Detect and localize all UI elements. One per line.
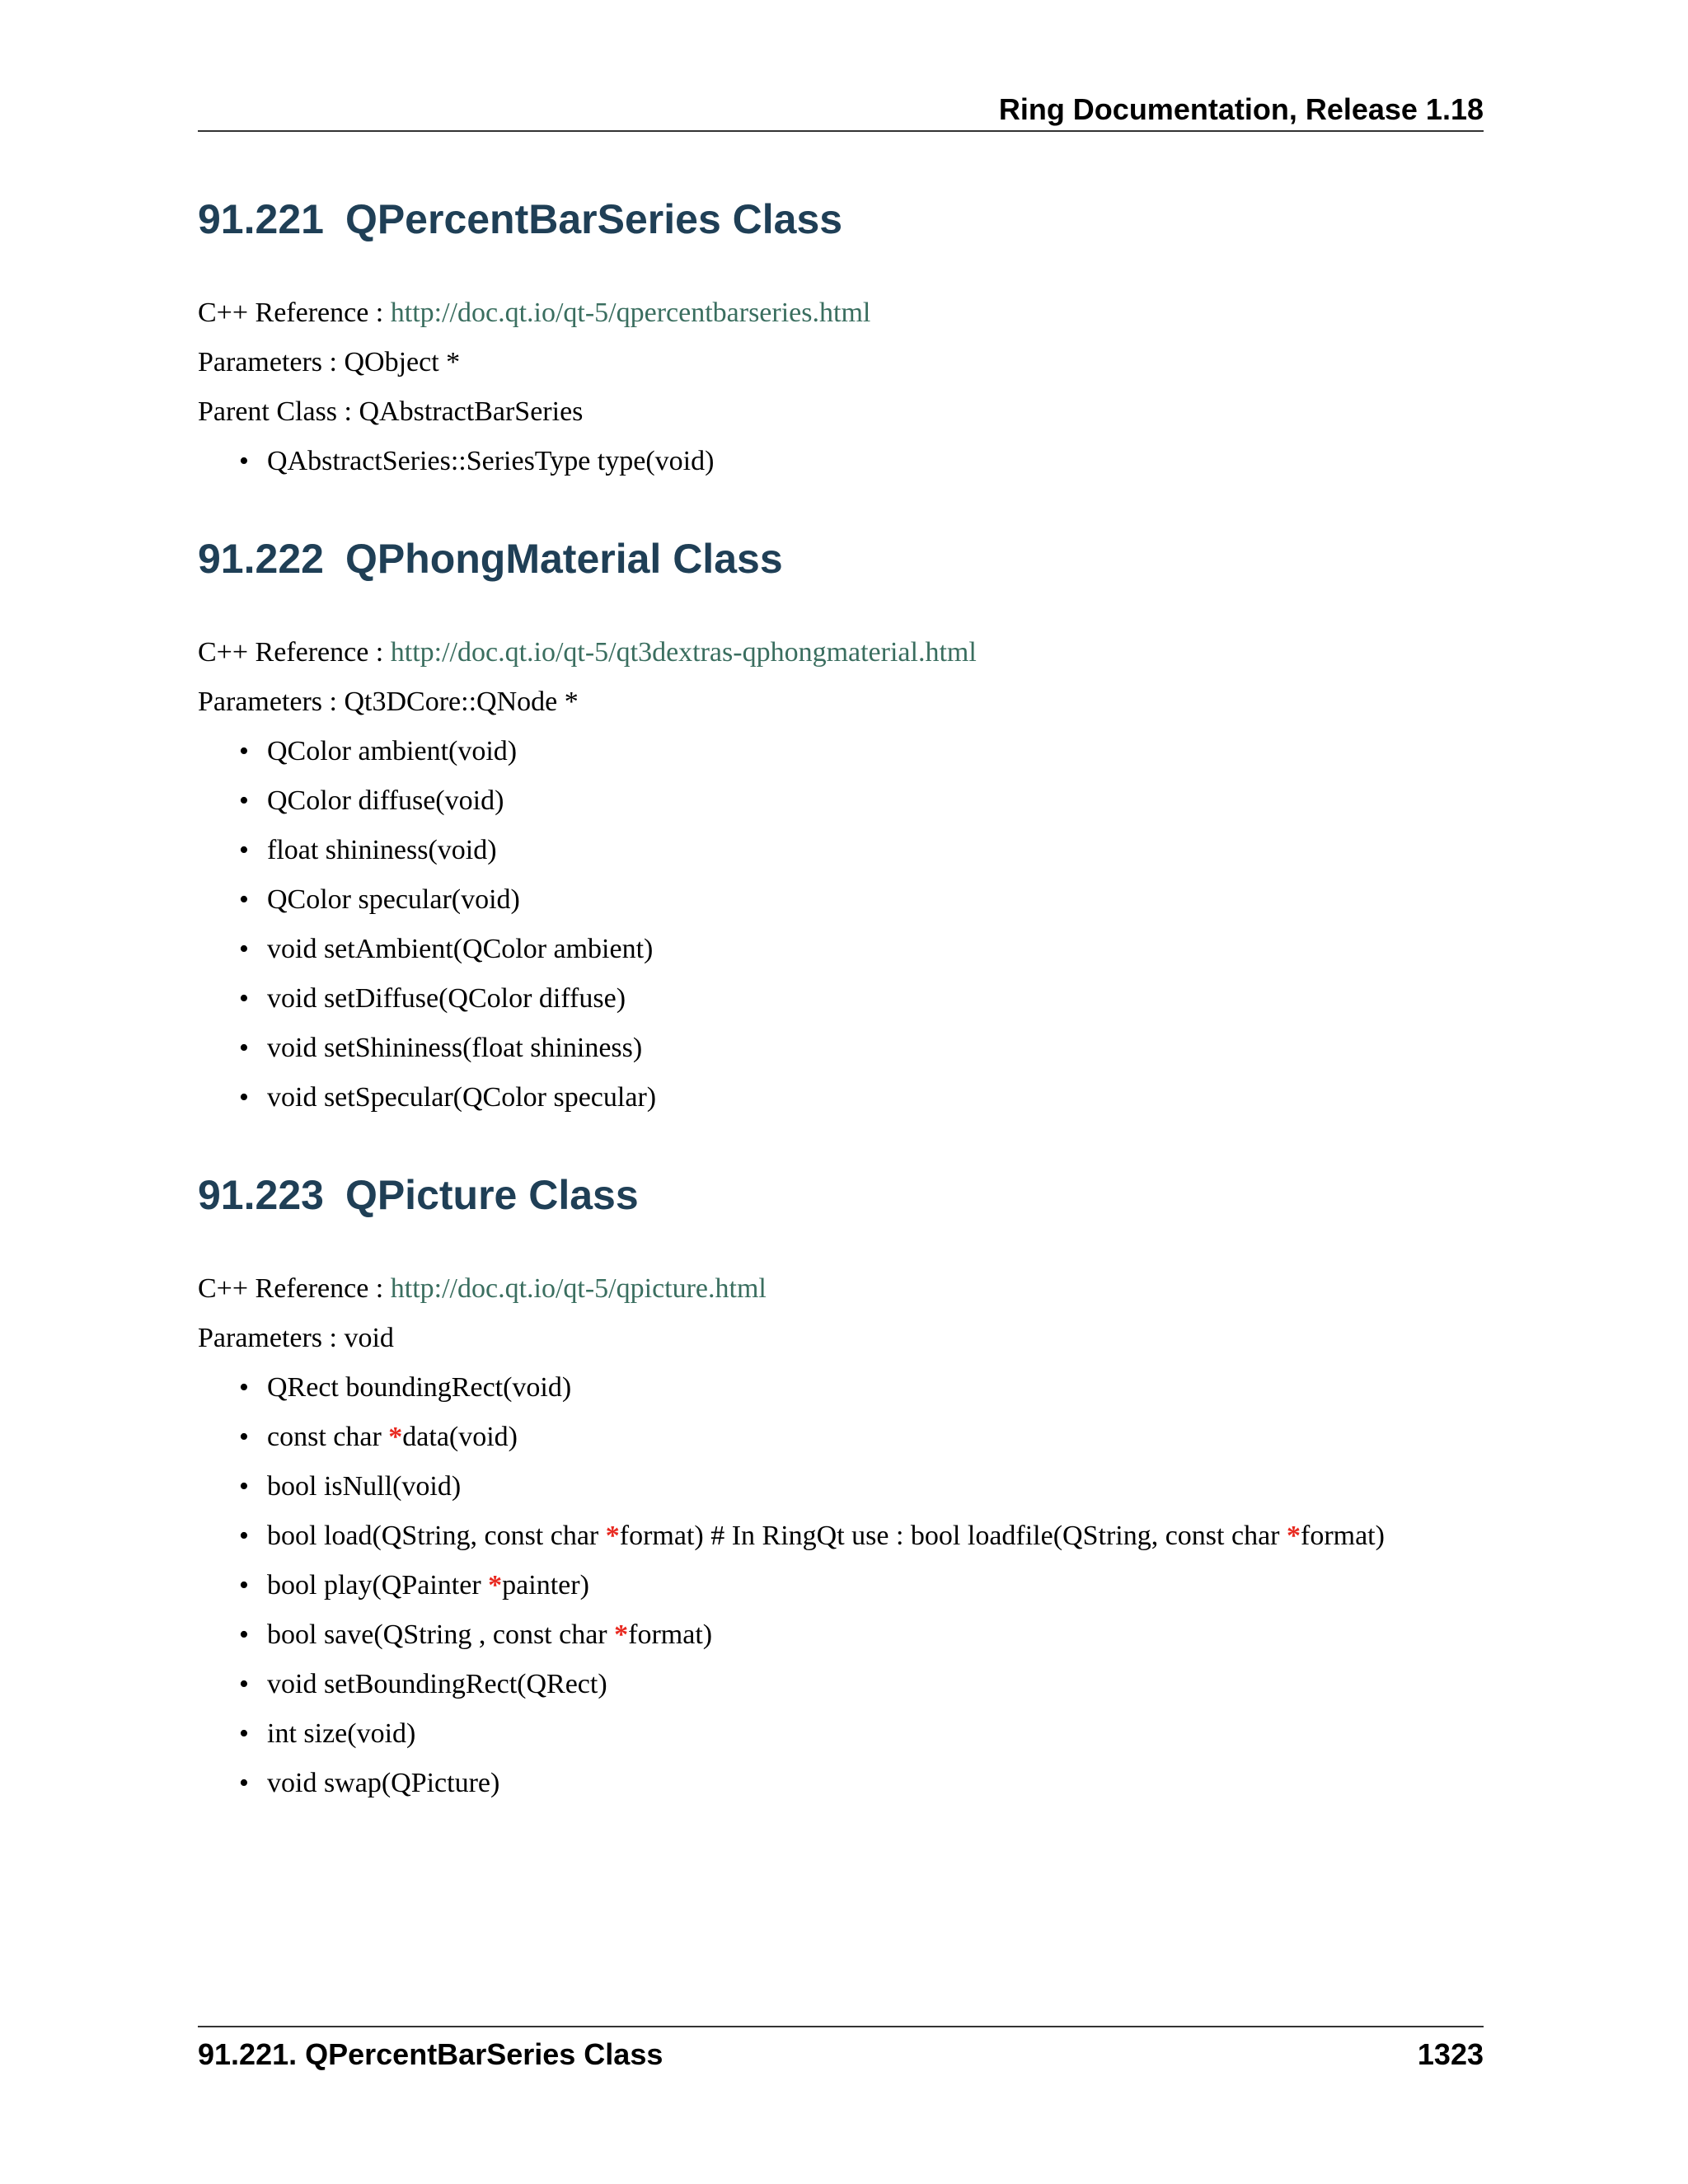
section-heading bbox=[198, 188, 1484, 251]
method-list bbox=[198, 1371, 1484, 1800]
bullet-icon: • bbox=[239, 1471, 249, 1502]
method-text: QColor ambient(void) bbox=[267, 736, 518, 766]
bullet-icon: • bbox=[239, 983, 249, 1014]
method-text: void swap(QPicture) bbox=[267, 1768, 500, 1798]
method-text: QAbstractSeries::SeriesType type(void) bbox=[267, 446, 715, 476]
method-item bbox=[198, 1569, 1484, 1602]
bullet-icon: • bbox=[239, 1718, 249, 1749]
method-text: bool play(QPainter bbox=[267, 1570, 489, 1601]
bullet-icon: • bbox=[239, 1669, 249, 1699]
method-text: format) # In RingQt use : bool loadfile(QString, const char bbox=[619, 1521, 1287, 1551]
pointer-star: * bbox=[614, 1619, 629, 1650]
method-item bbox=[198, 834, 1484, 867]
method-text: QColor diffuse(void) bbox=[267, 785, 504, 816]
parameters-line: Parameters : Qt3DCore::QNode * bbox=[198, 687, 579, 717]
method-item bbox=[198, 735, 1484, 768]
section-number: 91.221 bbox=[198, 196, 324, 242]
method-text: float shininess(void) bbox=[267, 835, 497, 865]
method-item bbox=[198, 1081, 1484, 1114]
bullet-icon: • bbox=[239, 1768, 249, 1798]
pointer-star: * bbox=[1287, 1521, 1301, 1551]
method-list bbox=[198, 735, 1484, 1114]
method-item bbox=[198, 933, 1484, 966]
method-text: painter) bbox=[502, 1570, 589, 1601]
method-text: bool save(QString , const char bbox=[267, 1619, 615, 1650]
bullet-icon: • bbox=[239, 736, 249, 766]
method-text: QRect boundingRect(void) bbox=[267, 1372, 572, 1403]
cpp-reference bbox=[198, 297, 1484, 330]
bullet-icon: • bbox=[239, 835, 249, 865]
running-header: Ring Documentation, Release 1.18 bbox=[198, 89, 1484, 132]
method-text: format) bbox=[628, 1619, 713, 1650]
section-number: 91.223 bbox=[198, 1172, 324, 1218]
section-heading bbox=[198, 527, 1484, 590]
method-text: data(void) bbox=[402, 1422, 518, 1452]
method-text: int size(void) bbox=[267, 1718, 416, 1749]
pointer-star: * bbox=[388, 1422, 403, 1452]
section-qphongmaterial bbox=[198, 527, 1484, 1114]
method-item bbox=[198, 982, 1484, 1015]
method-item bbox=[198, 1371, 1484, 1404]
pointer-star: * bbox=[488, 1570, 503, 1601]
cpp-reference bbox=[198, 1272, 1484, 1305]
page-number: 1323 bbox=[1417, 2037, 1484, 2071]
cpp-reference-link[interactable]: http://doc.qt.io/qt-5/qpicture.html bbox=[390, 1273, 767, 1304]
section-heading bbox=[198, 1164, 1484, 1226]
cpp-reference-link[interactable]: http://doc.qt.io/qt-5/qt3dextras-qphongmaterial.html bbox=[390, 637, 977, 668]
bullet-icon: • bbox=[239, 785, 249, 816]
method-text: void setDiffuse(QColor diffuse) bbox=[267, 983, 626, 1014]
method-item bbox=[198, 1668, 1484, 1701]
method-text: bool isNull(void) bbox=[267, 1471, 462, 1502]
parameters-line: Parameters : void bbox=[198, 1323, 394, 1353]
method-item bbox=[198, 1520, 1484, 1553]
method-item bbox=[198, 1421, 1484, 1454]
running-footer bbox=[198, 2026, 1484, 2075]
method-text: format) bbox=[1301, 1521, 1385, 1551]
bullet-icon: • bbox=[239, 884, 249, 915]
method-list bbox=[198, 445, 1484, 478]
bullet-icon: • bbox=[239, 1619, 249, 1650]
bullet-icon: • bbox=[239, 446, 249, 476]
method-text: bool load(QString, const char bbox=[267, 1521, 606, 1551]
section-qpicture bbox=[198, 1164, 1484, 1800]
bullet-icon: • bbox=[239, 1422, 249, 1452]
section-qpercentbarseries bbox=[198, 188, 1484, 478]
method-text: void setSpecular(QColor specular) bbox=[267, 1082, 657, 1113]
footer-section-title: 91.221. QPercentBarSeries Class bbox=[198, 2037, 663, 2071]
method-text: QColor specular(void) bbox=[267, 884, 520, 915]
cpp-reference bbox=[198, 636, 1484, 669]
bullet-icon: • bbox=[239, 1033, 249, 1063]
bullet-icon: • bbox=[239, 1570, 249, 1601]
method-item bbox=[198, 445, 1484, 478]
pointer-star: * bbox=[605, 1521, 620, 1551]
cpp-reference-label: C++ Reference : bbox=[198, 637, 384, 668]
method-text: void setShininess(float shininess) bbox=[267, 1033, 643, 1063]
method-item bbox=[198, 883, 1484, 916]
method-item bbox=[198, 1619, 1484, 1652]
bullet-icon: • bbox=[239, 934, 249, 964]
method-text: void setBoundingRect(QRect) bbox=[267, 1669, 607, 1699]
method-text: const char bbox=[267, 1422, 389, 1452]
bullet-icon: • bbox=[239, 1082, 249, 1113]
parameters-line: Parameters : QObject * bbox=[198, 347, 461, 377]
bullet-icon: • bbox=[239, 1372, 249, 1403]
bullet-icon: • bbox=[239, 1521, 249, 1551]
method-item bbox=[198, 1470, 1484, 1503]
method-item bbox=[198, 1718, 1484, 1750]
page-content bbox=[198, 188, 1484, 1816]
cpp-reference-link[interactable]: http://doc.qt.io/qt-5/qpercentbarseries.html bbox=[390, 298, 871, 328]
method-text: void setAmbient(QColor ambient) bbox=[267, 934, 654, 964]
cpp-reference-label: C++ Reference : bbox=[198, 1273, 384, 1304]
method-item bbox=[198, 1032, 1484, 1065]
method-item bbox=[198, 785, 1484, 818]
method-item bbox=[198, 1767, 1484, 1800]
section-number: 91.222 bbox=[198, 536, 324, 582]
section-title: QPicture Class bbox=[345, 1172, 639, 1218]
cpp-reference-label: C++ Reference : bbox=[198, 298, 384, 328]
section-title: QPercentBarSeries Class bbox=[345, 196, 843, 242]
section-title: QPhongMaterial Class bbox=[345, 536, 783, 582]
parent-class-line: Parent Class : QAbstractBarSeries bbox=[198, 396, 584, 427]
